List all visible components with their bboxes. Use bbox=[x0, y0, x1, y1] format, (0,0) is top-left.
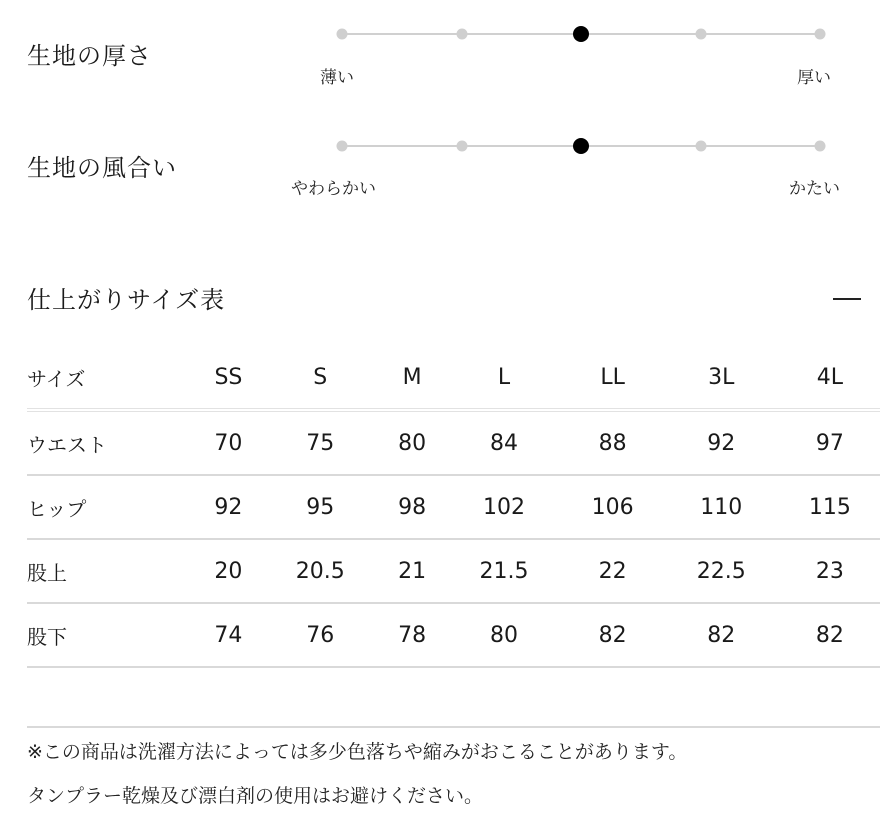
fabric-feel-title: 生地の風合い bbox=[27, 154, 177, 182]
table-cell: 20 bbox=[195, 539, 262, 603]
minus-icon[interactable] bbox=[833, 298, 861, 300]
row-label-rise: 股上 bbox=[27, 539, 195, 603]
row-label-inseam: 股下 bbox=[27, 603, 195, 667]
fabric-feel-step-1 bbox=[337, 141, 348, 152]
table-cell: 76 bbox=[262, 603, 379, 667]
size-col-l: L bbox=[446, 346, 563, 410]
table-cell: 110 bbox=[663, 475, 780, 539]
size-header-row bbox=[27, 346, 880, 410]
size-col-3l: 3L bbox=[663, 346, 780, 410]
fabric-feel-right-label: かたい bbox=[789, 179, 840, 199]
care-note-line-1: ※この商品は洗濯方法によっては多少色落ちや縮みがおこることがあります。 bbox=[27, 741, 688, 763]
fabric-thickness-left-label: 薄い bbox=[320, 68, 354, 88]
table-cell: 78 bbox=[379, 603, 446, 667]
table-cell: 97 bbox=[780, 410, 880, 475]
fabric-feel-step-3-selected bbox=[573, 138, 589, 154]
size-chart-title: 仕上がりサイズ表 bbox=[27, 286, 226, 314]
table-cell: 115 bbox=[780, 475, 880, 539]
size-col-m: M bbox=[379, 346, 446, 410]
table-cell: 80 bbox=[446, 603, 563, 667]
table-cell: 75 bbox=[262, 410, 379, 475]
table-row bbox=[27, 603, 880, 667]
notes-divider bbox=[27, 726, 880, 728]
table-cell: 82 bbox=[663, 603, 780, 667]
table-cell: 70 bbox=[195, 410, 262, 475]
fabric-feel-step-4 bbox=[696, 141, 707, 152]
table-cell: 22 bbox=[563, 539, 663, 603]
fabric-thickness-step-3-selected bbox=[573, 26, 589, 42]
fabric-feel-step-5 bbox=[815, 141, 826, 152]
size-header-label: サイズ bbox=[27, 346, 195, 410]
table-row bbox=[27, 539, 880, 603]
table-row bbox=[27, 475, 880, 539]
table-cell: 82 bbox=[780, 603, 880, 667]
fabric-thickness-step-4 bbox=[696, 29, 707, 40]
table-cell: 20.5 bbox=[262, 539, 379, 603]
table-cell: 84 bbox=[446, 410, 563, 475]
fabric-feel-step-2 bbox=[457, 141, 468, 152]
table-cell: 80 bbox=[379, 410, 446, 475]
table-cell: 23 bbox=[780, 539, 880, 603]
table-cell: 74 bbox=[195, 603, 262, 667]
size-col-ll: LL bbox=[563, 346, 663, 410]
size-col-s: S bbox=[262, 346, 379, 410]
table-cell: 88 bbox=[563, 410, 663, 475]
table-cell: 82 bbox=[563, 603, 663, 667]
row-label-waist: ウエスト bbox=[27, 410, 195, 475]
care-note-line-2: タンプラー乾燥及び漂白剤の使用はお避けください。 bbox=[27, 785, 484, 807]
table-cell: 98 bbox=[379, 475, 446, 539]
table-cell: 21 bbox=[379, 539, 446, 603]
row-label-hip: ヒップ bbox=[27, 475, 195, 539]
fabric-feel-left-label: やわらかい bbox=[291, 179, 376, 199]
fabric-thickness-title: 生地の厚さ bbox=[27, 42, 152, 70]
table-cell: 22.5 bbox=[663, 539, 780, 603]
fabric-thickness-step-2 bbox=[457, 29, 468, 40]
fabric-thickness-step-5 bbox=[815, 29, 826, 40]
fabric-thickness-right-label: 厚い bbox=[797, 68, 831, 88]
table-row bbox=[27, 410, 880, 475]
size-col-ss: SS bbox=[195, 346, 262, 410]
table-cell: 21.5 bbox=[446, 539, 563, 603]
table-cell: 92 bbox=[663, 410, 780, 475]
table-cell: 95 bbox=[262, 475, 379, 539]
table-cell: 106 bbox=[563, 475, 663, 539]
size-col-4l: 4L bbox=[780, 346, 880, 410]
size-table bbox=[27, 346, 880, 668]
table-cell: 102 bbox=[446, 475, 563, 539]
fabric-thickness-step-1 bbox=[337, 29, 348, 40]
table-cell: 92 bbox=[195, 475, 262, 539]
